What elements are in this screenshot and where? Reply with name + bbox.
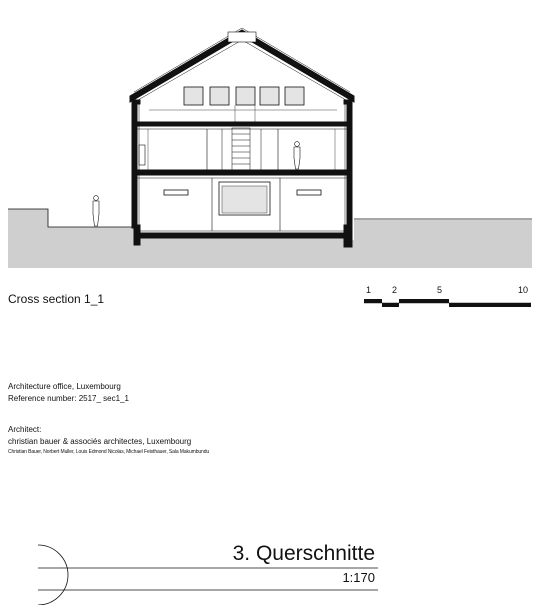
reference-number: Reference number: 2517_ sec1_1 <box>8 394 129 403</box>
building-structure <box>130 28 354 247</box>
window-left <box>164 190 188 195</box>
sheet-title: 3. Querschnitte <box>232 542 375 565</box>
left-wall <box>132 100 137 228</box>
graphic-scale-bar <box>364 299 531 307</box>
window-right <box>297 190 321 195</box>
section-title: Cross section 1_1 <box>8 292 105 306</box>
terrain-under-house <box>136 238 348 268</box>
office-line: Architecture office, Luxembourg <box>8 382 121 391</box>
architect-label: Architect: <box>8 425 42 434</box>
architect-firm: christian bauer & associés architectes, Luxembourg <box>8 437 192 446</box>
sheet-scale: 1:170 <box>342 570 375 585</box>
scale-label-2: 2 <box>392 285 398 295</box>
scale-label-10: 10 <box>518 285 529 295</box>
scale-label-1: 1 <box>366 285 372 295</box>
terrain-fill <box>8 209 136 268</box>
terrain-fill-right <box>348 220 532 268</box>
scale-label-5: 5 <box>437 285 443 295</box>
attic-floor-slab <box>137 122 347 126</box>
basement-slab <box>136 233 348 238</box>
architect-team: Christian Bauer, Norbert Muller, Louis Edmond Nicolas, Michael Feisthauer, Sala Makumbundu <box>8 449 210 455</box>
person-outside <box>93 196 99 226</box>
person-first-floor <box>294 142 300 169</box>
staircase <box>222 128 261 170</box>
right-wall <box>347 100 352 228</box>
roof-windows <box>184 87 304 105</box>
first-floor-slab <box>137 170 347 175</box>
human-figures <box>93 142 300 226</box>
